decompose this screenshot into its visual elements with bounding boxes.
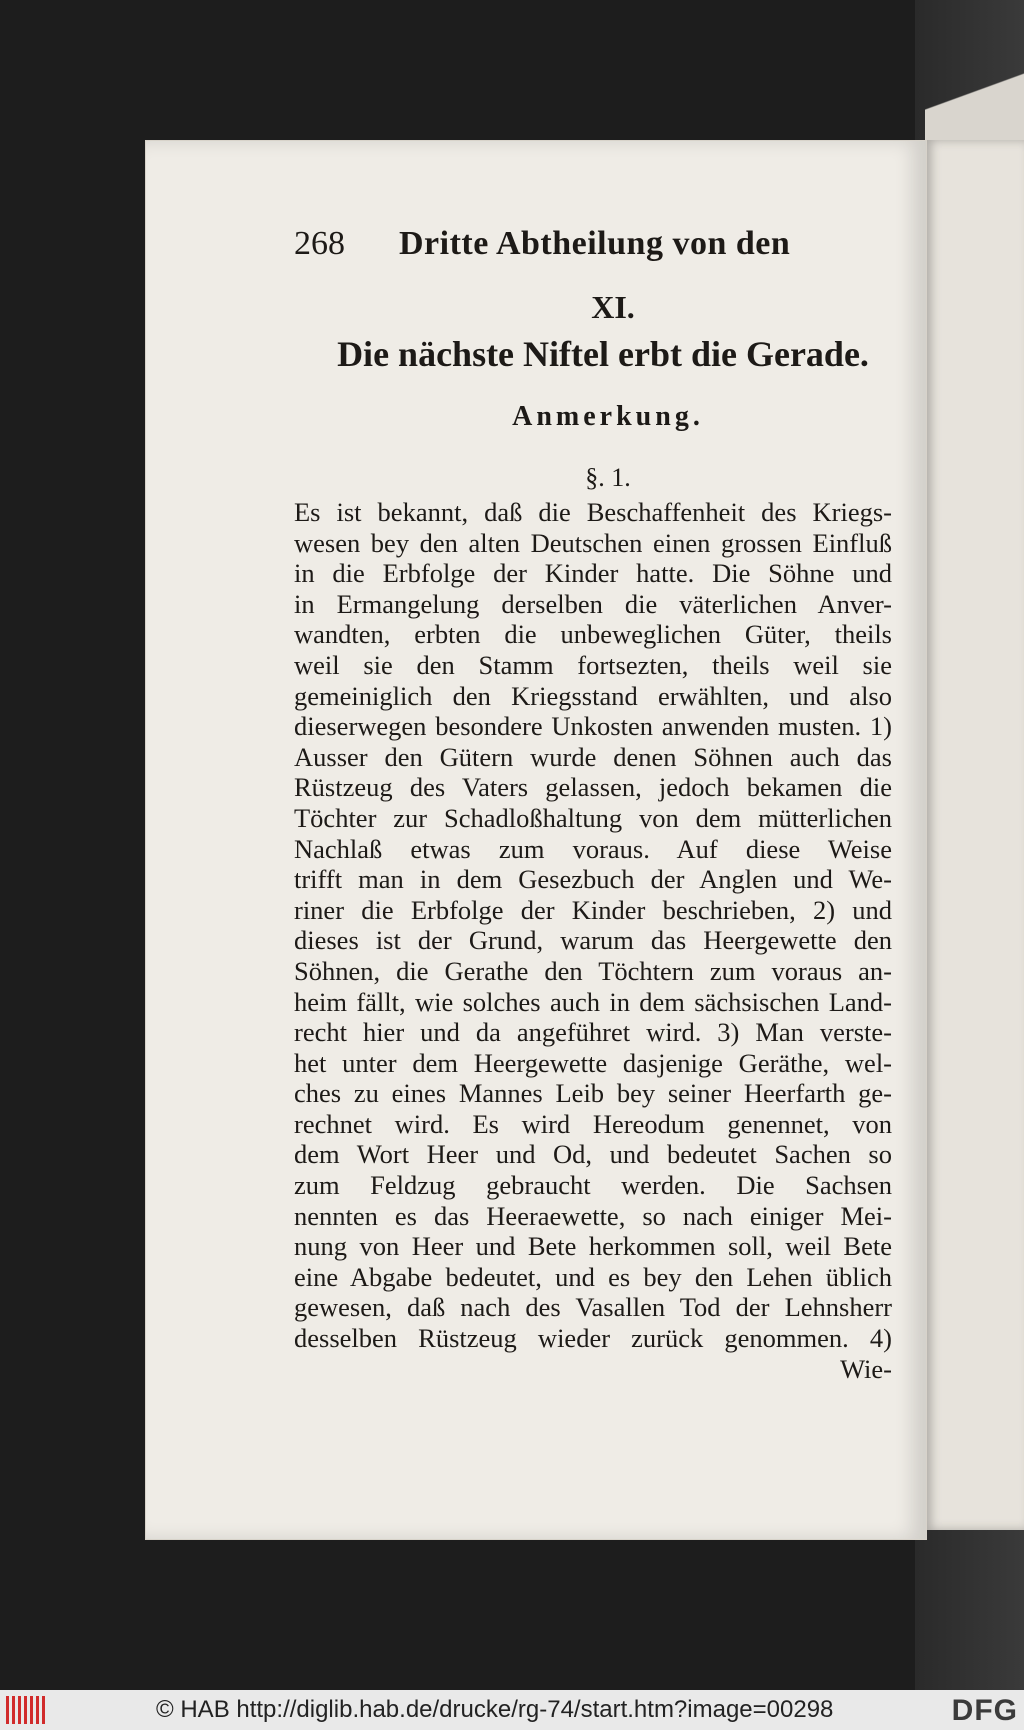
text-line: in die Erbfolge der Kinder hatte. Die Söhne und	[294, 558, 892, 589]
text-line: trifft man in dem Gesezbuch der Anglen und We-	[294, 864, 892, 895]
text-line: gemeiniglich den Kriegsstand erwählten, und also	[294, 680, 892, 711]
text-line: rechnet wird. Es wird Hereodum genennet, von	[294, 1108, 892, 1139]
text-line: dieserwegen besondere Unkosten anwenden musten. 1)	[294, 711, 892, 742]
note-heading: Anmerkung.	[512, 401, 704, 432]
dfg-logo: DFG	[951, 1694, 1018, 1727]
text-line: Rüstzeug des Vaters gelassen, jedoch bekamen die	[294, 772, 892, 803]
section-title: Die nächste Niftel erbt die Gerade.	[337, 334, 869, 374]
text-line: eine Abgabe bedeutet, und es bey den Lehen üblich	[294, 1261, 892, 1292]
text-line: in Ermangelung derselben die väterlichen Anver-	[294, 588, 892, 619]
next-page-sliver	[925, 140, 1024, 1530]
text-line: gewesen, daß nach des Vasallen Tod der Lehnsherr	[294, 1292, 892, 1323]
text-line: ches zu eines Mannes Leib bey seiner Heerfarth ge-	[294, 1078, 892, 1109]
text-line: Es ist bekannt, daß die Beschaffenheit des Kriegs-	[294, 497, 892, 527]
text-line: desselben Rüstzeug wieder zurück genommen. 4)	[294, 1323, 892, 1354]
text-line: heim fällt, wie solches auch in dem sächsischen Land-	[294, 986, 892, 1017]
page-text	[294, 225, 892, 1384]
text-line: recht hier und da angeführet wird. 3) Man verste-	[294, 1017, 892, 1048]
text-line: nennten es das Heeraewette, so nach einiger Mei-	[294, 1200, 892, 1231]
text-line: Söhnen, die Gerathe den Töchtern zum voraus an-	[294, 955, 892, 986]
text-line: Nachlaß etwas zum voraus. Auf diese Weise	[294, 833, 892, 864]
running-title: Dritte Abtheilung von den	[399, 225, 791, 262]
text-line: zum Feldzug gebraucht werden. Die Sachsen	[294, 1170, 892, 1201]
running-head	[294, 225, 892, 281]
paragraph-mark: §. 1.	[585, 463, 631, 492]
text-line: weil sie den Stamm fortsezten, theils weil sie	[294, 649, 892, 680]
text-line: Ausser den Gütern wurde denen Söhnen auch das	[294, 741, 892, 772]
text-line: riner die Erbfolge der Kinder beschrieben, 2) und	[294, 894, 892, 925]
text-line: wandten, erbten die unbeweglichen Güter, theils	[294, 619, 892, 650]
text-line: dieses ist der Grund, warum das Heergewette den	[294, 925, 892, 956]
body-text	[294, 497, 892, 1384]
text-line: het unter dem Heergewette dasjenige Geräthe, wel-	[294, 1047, 892, 1078]
text-line: nung von Heer und Bete herkommen soll, weil Bete	[294, 1231, 892, 1262]
next-page-corner	[925, 50, 1024, 145]
section-number: XI.	[591, 289, 635, 325]
text-line: Wie-	[840, 1353, 892, 1384]
text-line: dem Wort Heer und Od, und bedeutet Sachen so	[294, 1139, 892, 1170]
footer-bar	[0, 1690, 1024, 1730]
barcode-icon	[6, 1696, 48, 1724]
page-number: 268	[294, 225, 345, 262]
text-line: Töchter zur Schadloßhaltung von dem mütterlichen	[294, 802, 892, 833]
text-line: wesen bey den alten Deutschen einen grossen Einfluß	[294, 527, 892, 558]
source-credit[interactable]: © HAB http://diglib.hab.de/drucke/rg-74/start.htm?image=00298	[156, 1696, 834, 1723]
